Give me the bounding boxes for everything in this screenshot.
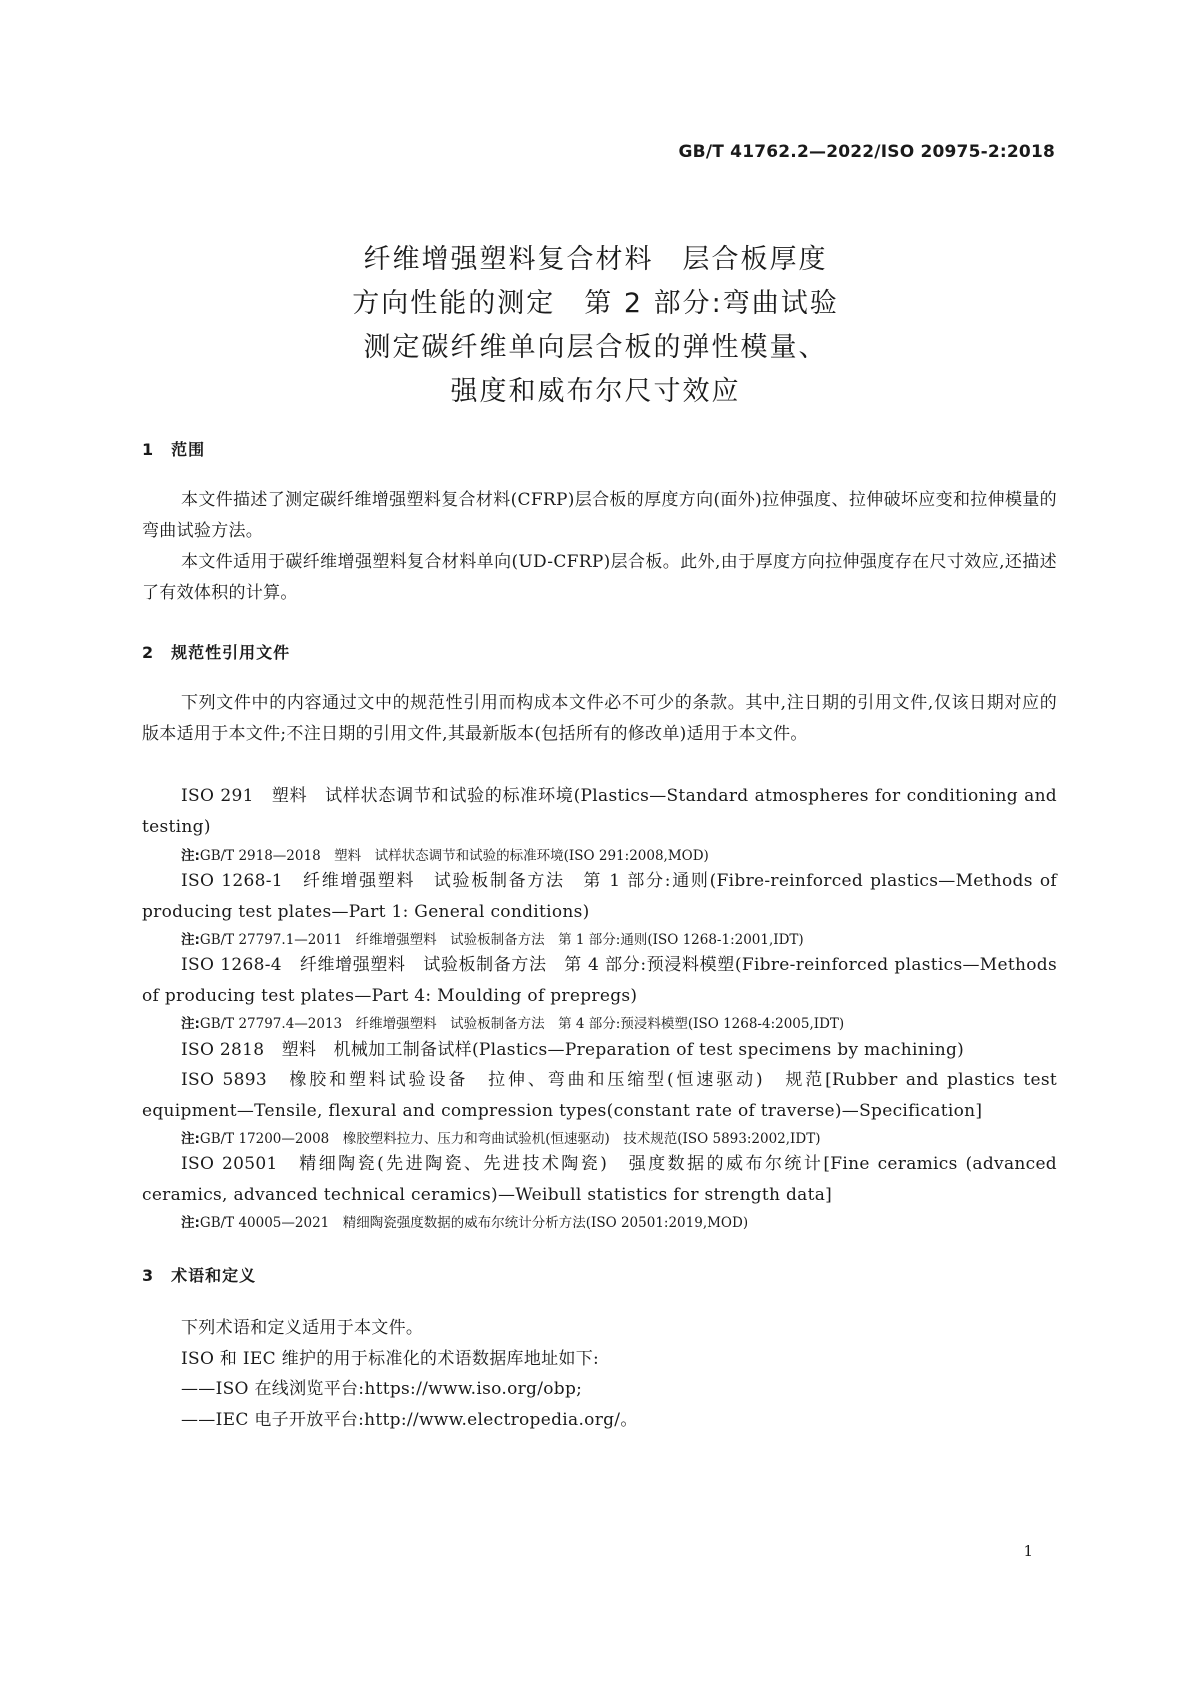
reference-iso-1268-1: ISO 1268-1 纤维增强塑料 试验板制备方法 第 1 部分:通则(Fibre-reinforced plastics—Methods of producing test plates—Part 1: General conditions): [142, 871, 1057, 922]
note-iso-20501: 注:GB/T 40005—2021 精细陶瓷强度数据的威布尔统计分析方法(ISO 20501:2019,MOD): [181, 1215, 749, 1231]
section-heading-normative-references: 2 规范性引用文件: [142, 643, 291, 662]
note-iso-291: 注:GB/T 2918—2018 塑料 试样状态调节和试验的标准环境(ISO 291:2008,MOD): [181, 848, 709, 864]
note-label: 注:: [181, 1016, 200, 1032]
note-iso-1268-1: 注:GB/T 27797.1—2011 纤维增强塑料 试验板制备方法 第 1 部分:通则(ISO 1268-1:2001,IDT): [181, 932, 804, 948]
note-label: 注:: [181, 1131, 200, 1147]
scope-paragraph-2: 本文件适用于碳纤维增强塑料复合材料单向(UD-CFRP)层合板。此外,由于厚度方向拉伸强度存在尺寸效应,还描述了有效体积的计算。: [142, 552, 1057, 603]
terms-line-1: 下列术语和定义适用于本文件。: [181, 1318, 424, 1338]
title-line-2: 方向性能的测定 第 2 部分:弯曲试验: [352, 288, 839, 319]
reference-iso-20501: ISO 20501 精细陶瓷(先进陶瓷、先进技术陶瓷) 强度数据的威布尔统计[Fine ceramics (advanced ceramics, advanced technical ceramics)—Weibull statistics for strength data]: [142, 1154, 1057, 1205]
title-line-4: 强度和威布尔尺寸效应: [450, 376, 741, 407]
references-intro: 下列文件中的内容通过文中的规范性引用而构成本文件必不可少的条款。其中,注日期的引用文件,仅该日期对应的版本适用于本文件;不注日期的引用文件,其最新版本(包括所有的修改单)适用于本文件。: [142, 693, 1057, 744]
reference-iso-291: ISO 291 塑料 试样状态调节和试验的标准环境(Plastics—Standard atmospheres for conditioning and testing): [142, 786, 1057, 837]
reference-iso-2818: ISO 2818 塑料 机械加工制备试样(Plastics—Preparation of test specimens by machining): [181, 1040, 965, 1060]
document-title: [0, 238, 1191, 414]
section-heading-terms: 3 术语和定义: [142, 1266, 257, 1285]
scope-paragraph-1: 本文件描述了测定碳纤维增强塑料复合材料(CFRP)层合板的厚度方向(面外)拉伸强度、拉伸破坏应变和拉伸模量的弯曲试验方法。: [142, 490, 1057, 541]
note-iso-5893: 注:GB/T 17200—2008 橡胶塑料拉力、压力和弯曲试验机(恒速驱动) 技术规范(ISO 5893:2002,IDT): [181, 1131, 821, 1147]
page-number: 1: [1023, 1542, 1033, 1560]
standard-code: GB/T 41762.2—2022/ISO 20975-2:2018: [678, 142, 1055, 162]
note-label: 注:: [181, 848, 200, 864]
terms-line-electropedia: ——IEC 电子开放平台:http://www.electropedia.org/。: [181, 1410, 638, 1430]
note-label: 注:: [181, 1215, 200, 1231]
note-iso-1268-4: 注:GB/T 27797.4—2013 纤维增强塑料 试验板制备方法 第 4 部分:预浸料模塑(ISO 1268-4:2005,IDT): [181, 1016, 845, 1032]
terms-line-iso-obp: ——ISO 在线浏览平台:https://www.iso.org/obp;: [181, 1379, 583, 1399]
terms-line-2: ISO 和 IEC 维护的用于标准化的术语数据库地址如下:: [181, 1349, 600, 1369]
note-label: 注:: [181, 932, 200, 948]
reference-iso-1268-4: ISO 1268-4 纤维增强塑料 试验板制备方法 第 4 部分:预浸料模塑(Fibre-reinforced plastics—Methods of producing test plates—Part 4: Moulding of prepregs): [142, 955, 1057, 1006]
title-line-3: 测定碳纤维单向层合板的弹性模量、: [363, 332, 828, 363]
reference-iso-5893: ISO 5893 橡胶和塑料试验设备 拉伸、弯曲和压缩型(恒速驱动) 规范[Rubber and plastics test equipment—Tensile, flexural and compression types(constant rate of traverse)—Specification]: [142, 1070, 1057, 1121]
section-heading-scope: 1 范围: [142, 440, 206, 459]
title-line-1: 纤维增强塑料复合材料 层合板厚度: [363, 244, 828, 275]
